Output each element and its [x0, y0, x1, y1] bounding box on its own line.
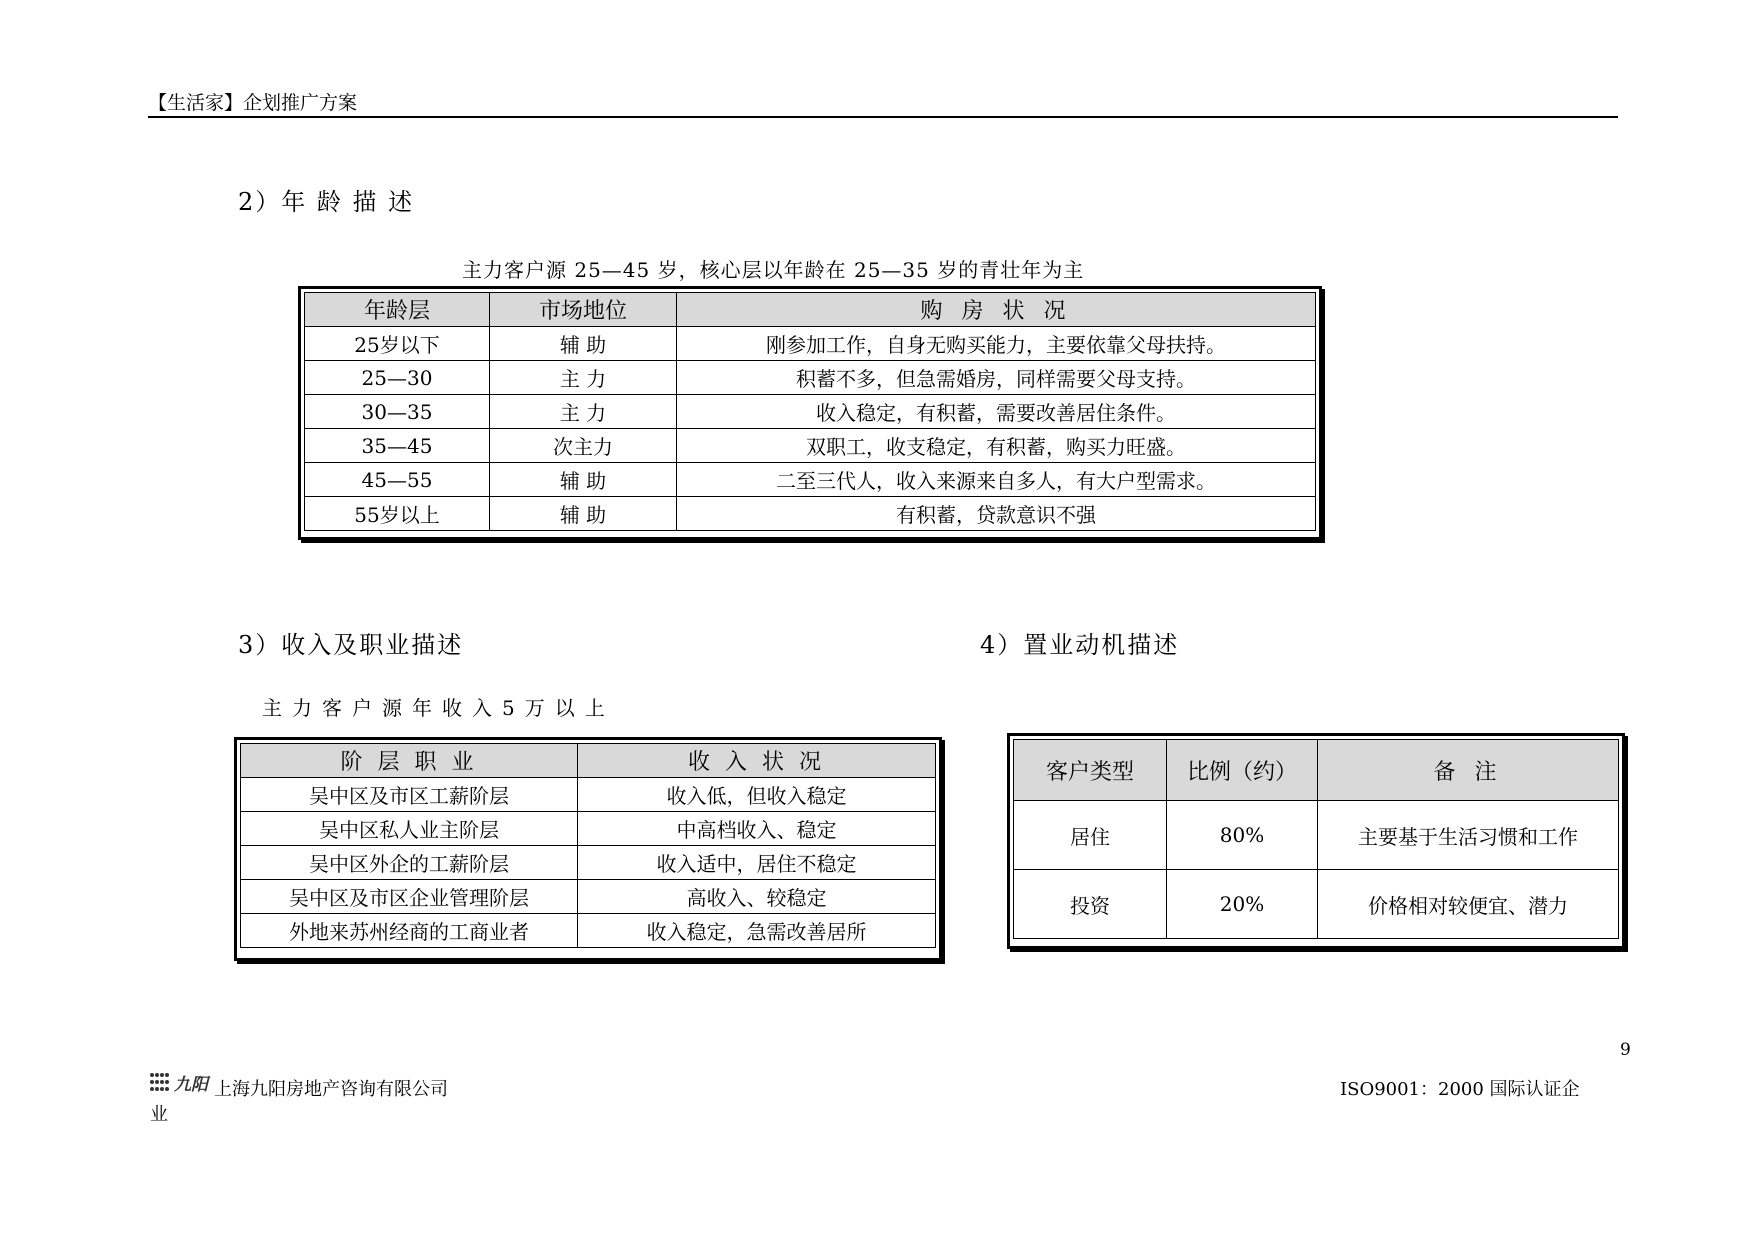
- col-income: 收 入 状 况: [578, 744, 936, 778]
- cell: 主 力: [490, 361, 677, 395]
- cell: 45—55: [305, 463, 490, 497]
- motive-table-frame: [1007, 733, 1625, 949]
- header-title: 【生活家】企划推广方案: [148, 92, 358, 114]
- col-ratio: 比例（约）: [1167, 740, 1318, 801]
- cell: 有积蓄，贷款意识不强: [677, 497, 1316, 531]
- table-row: [241, 812, 936, 846]
- cell: 积蓄不多，但急需婚房，同样需要父母支持。: [677, 361, 1316, 395]
- footer-company: 上海九阳房地产咨询有限公司: [214, 1079, 448, 1100]
- cell: 次主力: [490, 429, 677, 463]
- income-table-frame: [234, 737, 942, 961]
- table-row: [305, 497, 1316, 531]
- table-row: [305, 361, 1316, 395]
- cell: 投资: [1014, 870, 1167, 939]
- cell: 收入低，但收入稳定: [578, 778, 936, 812]
- cell: 刚参加工作，自身无购买能力，主要依靠父母扶持。: [677, 327, 1316, 361]
- cell: 双职工，收支稳定，有积蓄，购买力旺盛。: [677, 429, 1316, 463]
- cell: 中高档收入、稳定: [578, 812, 936, 846]
- cell: 收入稳定，有积蓄，需要改善居住条件。: [677, 395, 1316, 429]
- cell: 收入适中，居住不稳定: [578, 846, 936, 880]
- cell: 辅 助: [490, 463, 677, 497]
- cell: 主要基于生活习惯和工作: [1318, 801, 1619, 870]
- footer-cert: ISO9001：2000 国际认证企: [1340, 1079, 1580, 1100]
- motive-table: [1013, 739, 1619, 939]
- section3-caption: 主力客户源年收入5万以上: [262, 696, 615, 720]
- col-customer-type: 客户类型: [1014, 740, 1167, 801]
- age-table: [304, 292, 1316, 531]
- income-table: [240, 743, 936, 948]
- table-row: [241, 914, 936, 948]
- cell: 25岁以下: [305, 327, 490, 361]
- cell: 吴中区及市区工薪阶层: [241, 778, 578, 812]
- cell: 30—35: [305, 395, 490, 429]
- section4-heading: 4）置业动机描述: [980, 631, 1180, 659]
- cell: 25—30: [305, 361, 490, 395]
- table-row: [305, 429, 1316, 463]
- company-logo-icon: [150, 1073, 170, 1093]
- col-occupation: 阶 层 职 业: [241, 744, 578, 778]
- table-row: [305, 395, 1316, 429]
- cell: 外地来苏州经商的工商业者: [241, 914, 578, 948]
- section2-heading: 2）年 龄 描 述: [238, 188, 415, 216]
- table-header-row: [241, 744, 936, 778]
- logo-mark-icon: 九阳: [174, 1075, 208, 1095]
- cell: 价格相对较便宜、潜力: [1318, 870, 1619, 939]
- page-number: 9: [1620, 1040, 1631, 1060]
- section2-caption: 主力客户源 25—45 岁，核心层以年龄在 25—35 岁的青壮年为主: [462, 258, 1085, 282]
- table-row: [305, 327, 1316, 361]
- table-row: [1014, 870, 1619, 939]
- cell: 35—45: [305, 429, 490, 463]
- col-market-position: 市场地位: [490, 293, 677, 327]
- cell: 20%: [1167, 870, 1318, 939]
- cell: 高收入、较稳定: [578, 880, 936, 914]
- cell: 吴中区私人业主阶层: [241, 812, 578, 846]
- col-purchase-status: 购 房 状 况: [677, 293, 1316, 327]
- cell: 主 力: [490, 395, 677, 429]
- cell: 吴中区及市区企业管理阶层: [241, 880, 578, 914]
- age-table-frame: [298, 286, 1322, 540]
- cell: 居住: [1014, 801, 1167, 870]
- cell: 辅 助: [490, 497, 677, 531]
- cell: 80%: [1167, 801, 1318, 870]
- footer-cert-wrap: 业: [150, 1104, 168, 1125]
- section3-heading: 3）收入及职业描述: [238, 631, 464, 659]
- table-row: [241, 778, 936, 812]
- header-divider: [148, 116, 1618, 118]
- col-remarks: 备 注: [1318, 740, 1619, 801]
- cell: 收入稳定，急需改善居所: [578, 914, 936, 948]
- table-row: [241, 846, 936, 880]
- cell: 55岁以上: [305, 497, 490, 531]
- table-row: [305, 463, 1316, 497]
- cell: 二至三代人，收入来源来自多人，有大户型需求。: [677, 463, 1316, 497]
- table-header-row: [1014, 740, 1619, 801]
- table-row: [1014, 801, 1619, 870]
- table-row: [241, 880, 936, 914]
- cell: 吴中区外企的工薪阶层: [241, 846, 578, 880]
- col-age: 年龄层: [305, 293, 490, 327]
- table-header-row: [305, 293, 1316, 327]
- cell: 辅 助: [490, 327, 677, 361]
